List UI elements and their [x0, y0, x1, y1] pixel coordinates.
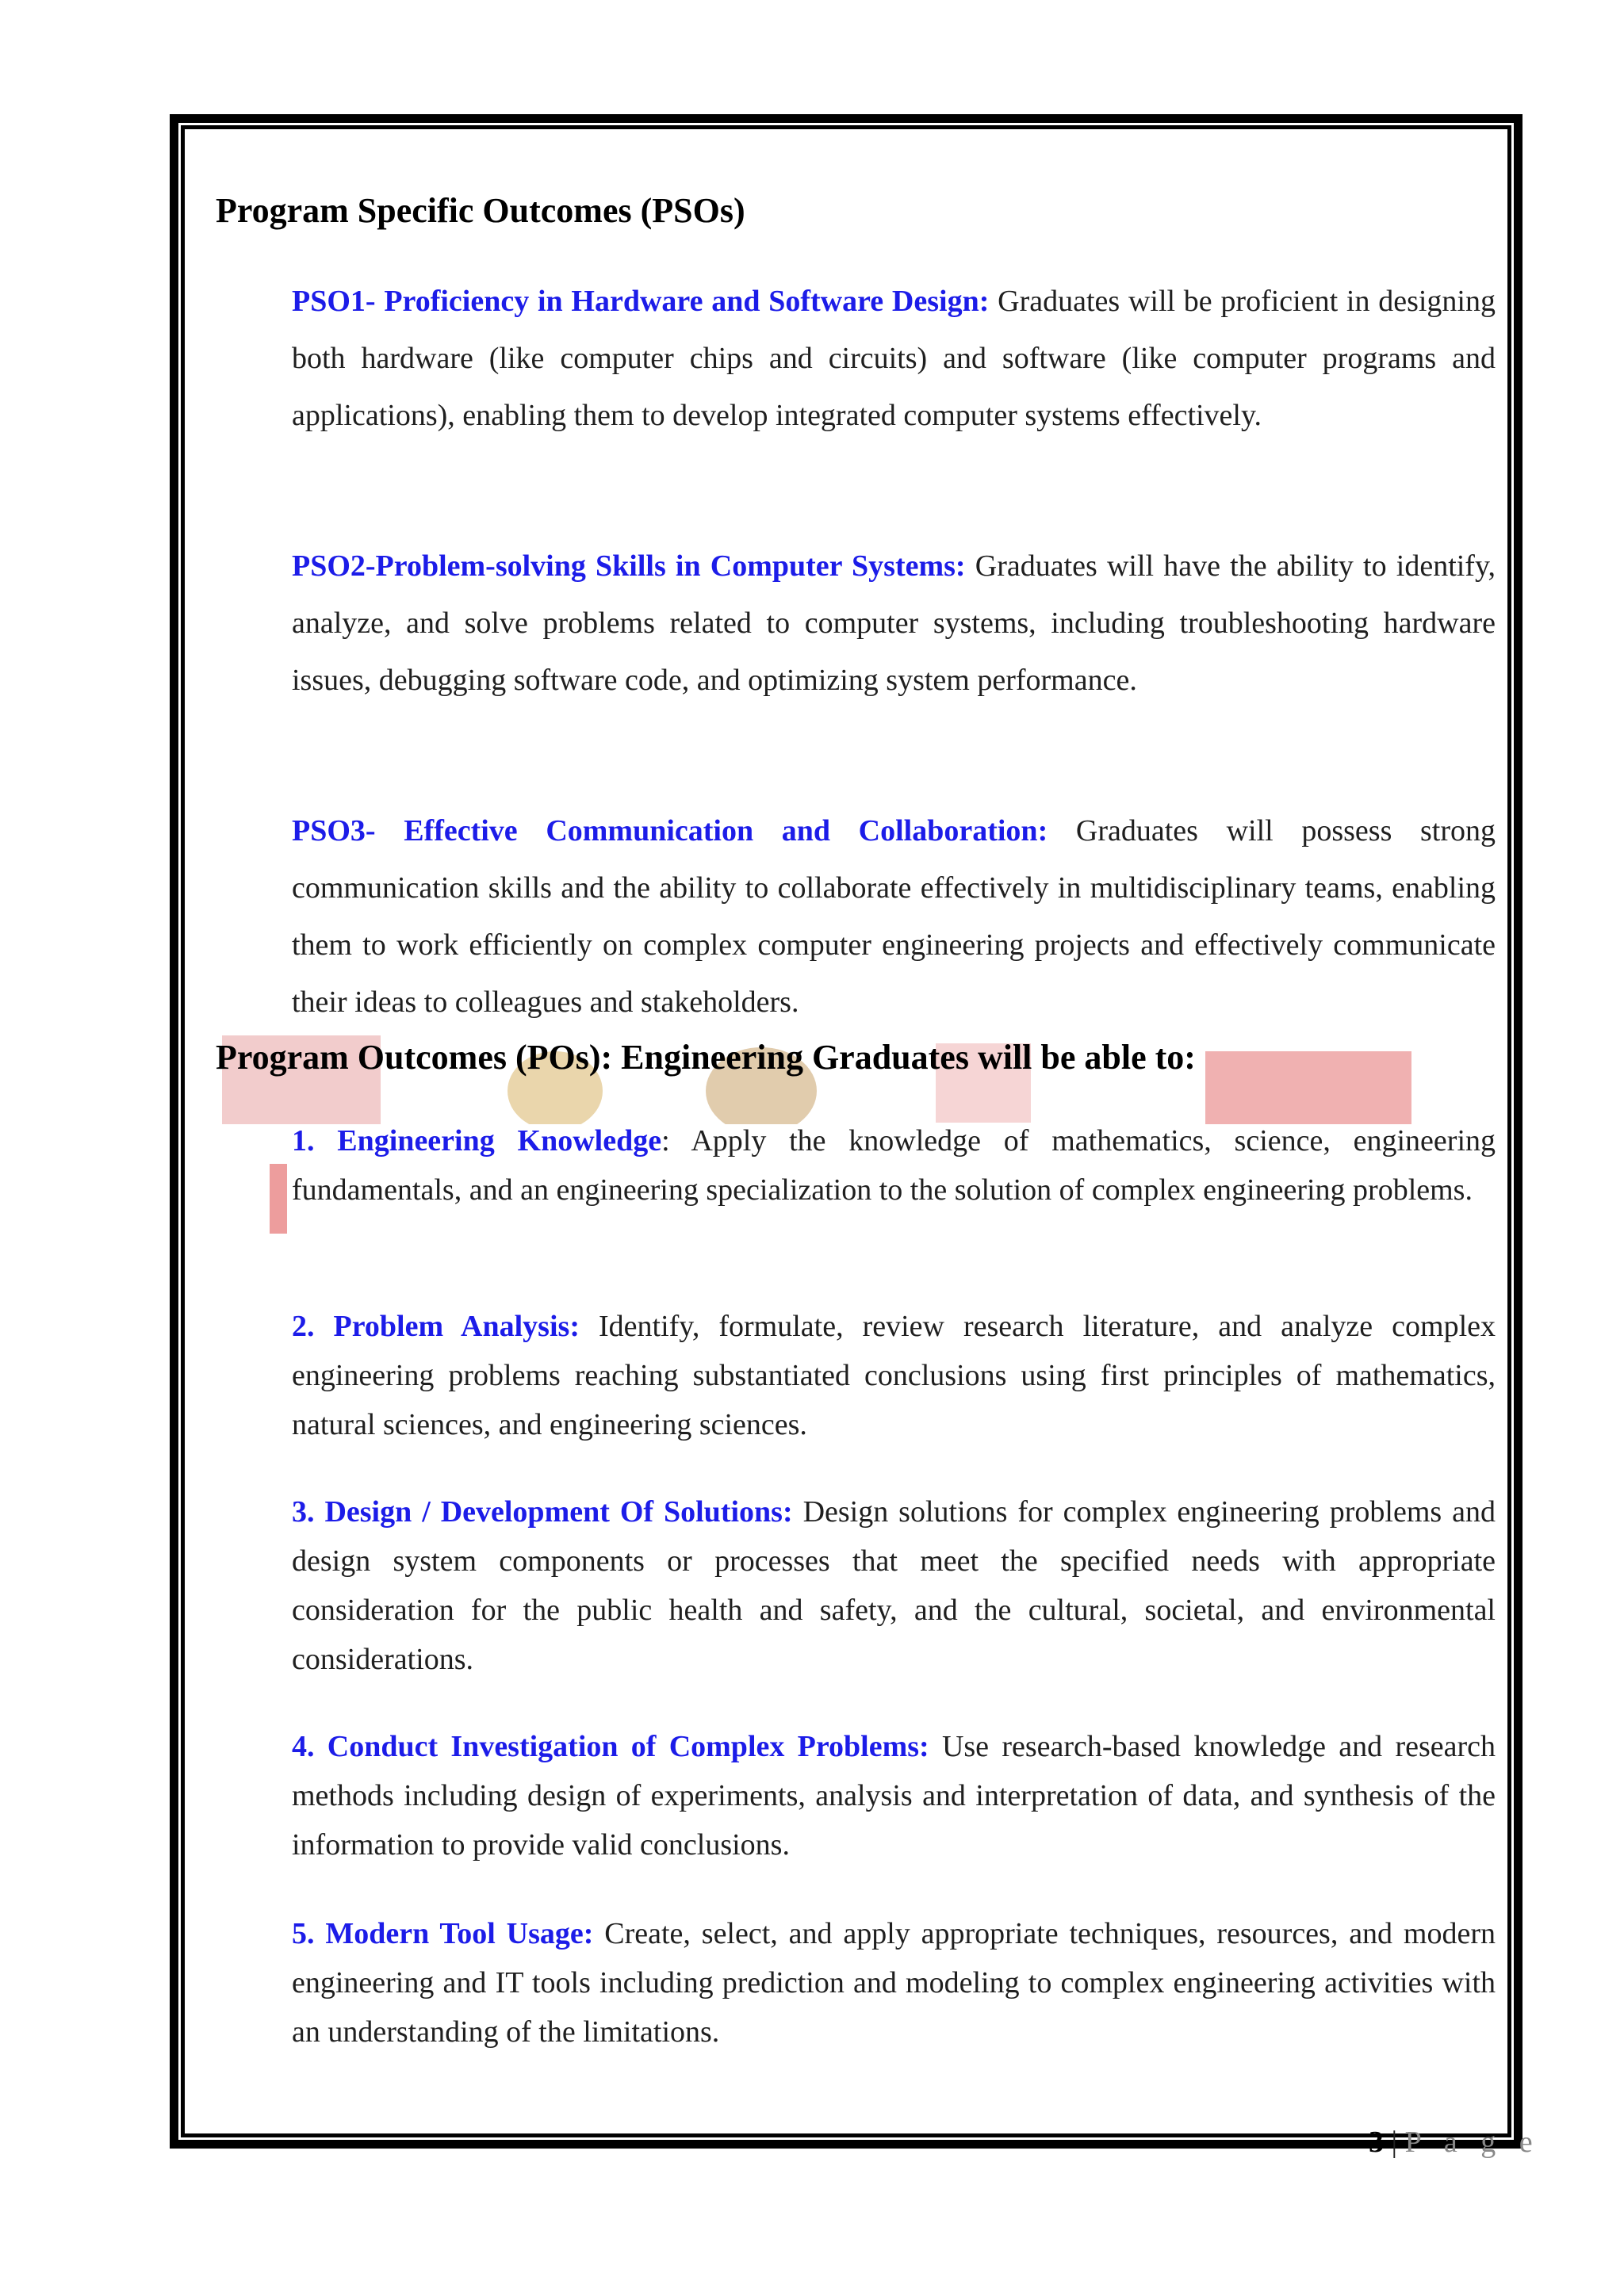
- po-lead: 3. Design / Development Of Solutions:: [292, 1495, 793, 1529]
- pso-text: Graduates will have the ability to identify, analyze, and solve problems related to computer systems, including troubleshooting hardware issues, debugging software code, and optimizing system performance.: [292, 549, 1496, 697]
- po-lead: 4. Conduct Investigation of Complex Problems:: [292, 1730, 929, 1763]
- psos-heading: Program Specific Outcomes (PSOs): [216, 191, 745, 230]
- po-text: Create, select, and apply appropriate techniques, resources, and modern engineering and IT tools including prediction and modeling to complex engineering activities with an understanding of the limitations.: [292, 1917, 1496, 2049]
- pso-lead: PSO1- Proficiency in Hardware and Software Design:: [292, 285, 990, 318]
- page-number: 3: [1369, 2126, 1384, 2159]
- page-label: P a g e: [1404, 2126, 1541, 2159]
- po-item: [292, 1116, 1496, 1215]
- po-item: [292, 1302, 1496, 1449]
- po-text: Use research-based knowledge and research methods including design of experiments, analysis and interpretation of data, and synthesis of the information to provide valid conclusions.: [292, 1730, 1496, 1862]
- po-lead: 1. Engineering Knowledge: [292, 1124, 662, 1158]
- po-text: Apply the knowledge of mathematics, science, engineering fundamentals, and an engineering specialization to the solution of complex engineering problems.: [292, 1124, 1496, 1207]
- po-sep: :: [661, 1124, 670, 1158]
- po-item: [292, 1722, 1496, 1869]
- po-lead: 5. Modern Tool Usage:: [292, 1917, 594, 1950]
- pso-item: [292, 802, 1496, 1031]
- pso-lead: PSO3- Effective Communication and Collaboration:: [292, 814, 1048, 848]
- page-footer: [1369, 2125, 1541, 2160]
- po-item: [292, 1909, 1496, 2057]
- pso-text: Graduates will possess strong communication skills and the ability to collaborate effectively in multidisciplinary teams, enabling them to work efficiently on complex computer engineering projects and effectively communicate their ideas to colleagues and stakeholders.: [292, 814, 1496, 1019]
- po-item: [292, 1487, 1496, 1684]
- pso-lead: PSO2-Problem-solving Skills in Computer Systems:: [292, 549, 966, 583]
- pso-text: Graduates will be proficient in designing both hardware (like computer chips and circuits) and software (like computer programs and applications), enabling them to develop integrated computer systems effectively.: [292, 285, 1496, 432]
- pos-heading: Program Outcomes (POs): Engineering Graduates will be able to:: [216, 1038, 1196, 1077]
- pso-item: [292, 538, 1496, 709]
- po-lead: 2. Problem Analysis:: [292, 1310, 580, 1343]
- footer-separator: |: [1384, 2126, 1405, 2159]
- po-text: Design solutions for complex engineering problems and design system components or processes that meet the specified needs with appropriate consideration for the public health and safety, and the cultural, societal, and environmental considerations.: [292, 1495, 1496, 1676]
- po-text: Identify, formulate, review research literature, and analyze complex engineering problems reaching substantiated conclusions using first principles of mathematics, natural sciences, and engineering sciences.: [292, 1310, 1496, 1441]
- pso-item: [292, 273, 1496, 444]
- watermark-red-mark: [270, 1164, 287, 1234]
